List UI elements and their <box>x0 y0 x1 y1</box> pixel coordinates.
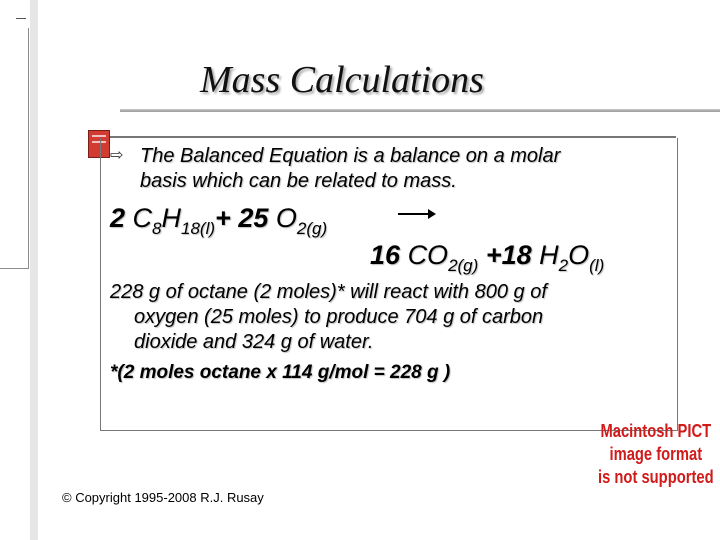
reaction-arrow-icon <box>398 213 434 215</box>
octane-sub-18: 18(l) <box>181 219 216 238</box>
equation-products <box>370 240 604 276</box>
mass-paragraph <box>110 280 547 355</box>
paragraph-line-1: 228 g of octane (2 moles)* will react with 800 g of <box>110 281 547 303</box>
pict-unsupported-message <box>598 420 714 489</box>
copyright-text: © Copyright 1995-2008 R.J. Rusay <box>62 490 264 505</box>
coef-oxygen: 25 <box>238 203 269 233</box>
coef-water: 18 <box>501 240 532 270</box>
plus-sign: + <box>215 203 231 233</box>
bullet-text <box>140 144 560 194</box>
decor-tick <box>16 18 26 19</box>
pict-line-2: image format <box>609 444 703 464</box>
plus-sign-2: + <box>485 240 502 270</box>
left-decor-box <box>0 28 29 269</box>
octane-c: C <box>132 203 153 233</box>
paragraph-line-2: oxygen (25 moles) to produce 704 g of carbon <box>134 306 544 328</box>
bullet-line-1: The Balanced Equation is a balance on a molar <box>140 145 561 167</box>
co2-sub: 2(g) <box>448 256 479 275</box>
paragraph-line-3: dioxide and 324 g of water. <box>134 331 374 353</box>
water-sub-2: 2 <box>558 256 569 275</box>
pict-line-1: Macintosh PICT <box>600 421 712 441</box>
title-underline <box>120 109 720 112</box>
water-o: O <box>568 240 590 270</box>
equation-reactants <box>110 203 327 239</box>
pict-line-3: is not supported <box>598 467 714 487</box>
oxygen-o: O <box>275 203 297 233</box>
coef-co2: 16 <box>370 240 401 270</box>
arrow-bullet-icon: ⇨ <box>110 147 124 164</box>
co2-co: CO <box>407 240 449 270</box>
octane-h: H <box>161 203 182 233</box>
water-h: H <box>539 240 559 270</box>
bullet-line-2: basis which can be related to mass. <box>140 170 457 192</box>
oxygen-sub: 2(g) <box>296 219 328 238</box>
coef-octane: 2 <box>110 203 126 233</box>
slide-title: Mass Calculations <box>200 59 484 101</box>
footnote: *(2 moles octane x 114 g/mol = 228 g ) <box>110 362 451 383</box>
water-sub-l: (l) <box>589 256 605 275</box>
left-decor-line <box>30 0 38 540</box>
octane-sub-8: 8 <box>152 219 162 238</box>
